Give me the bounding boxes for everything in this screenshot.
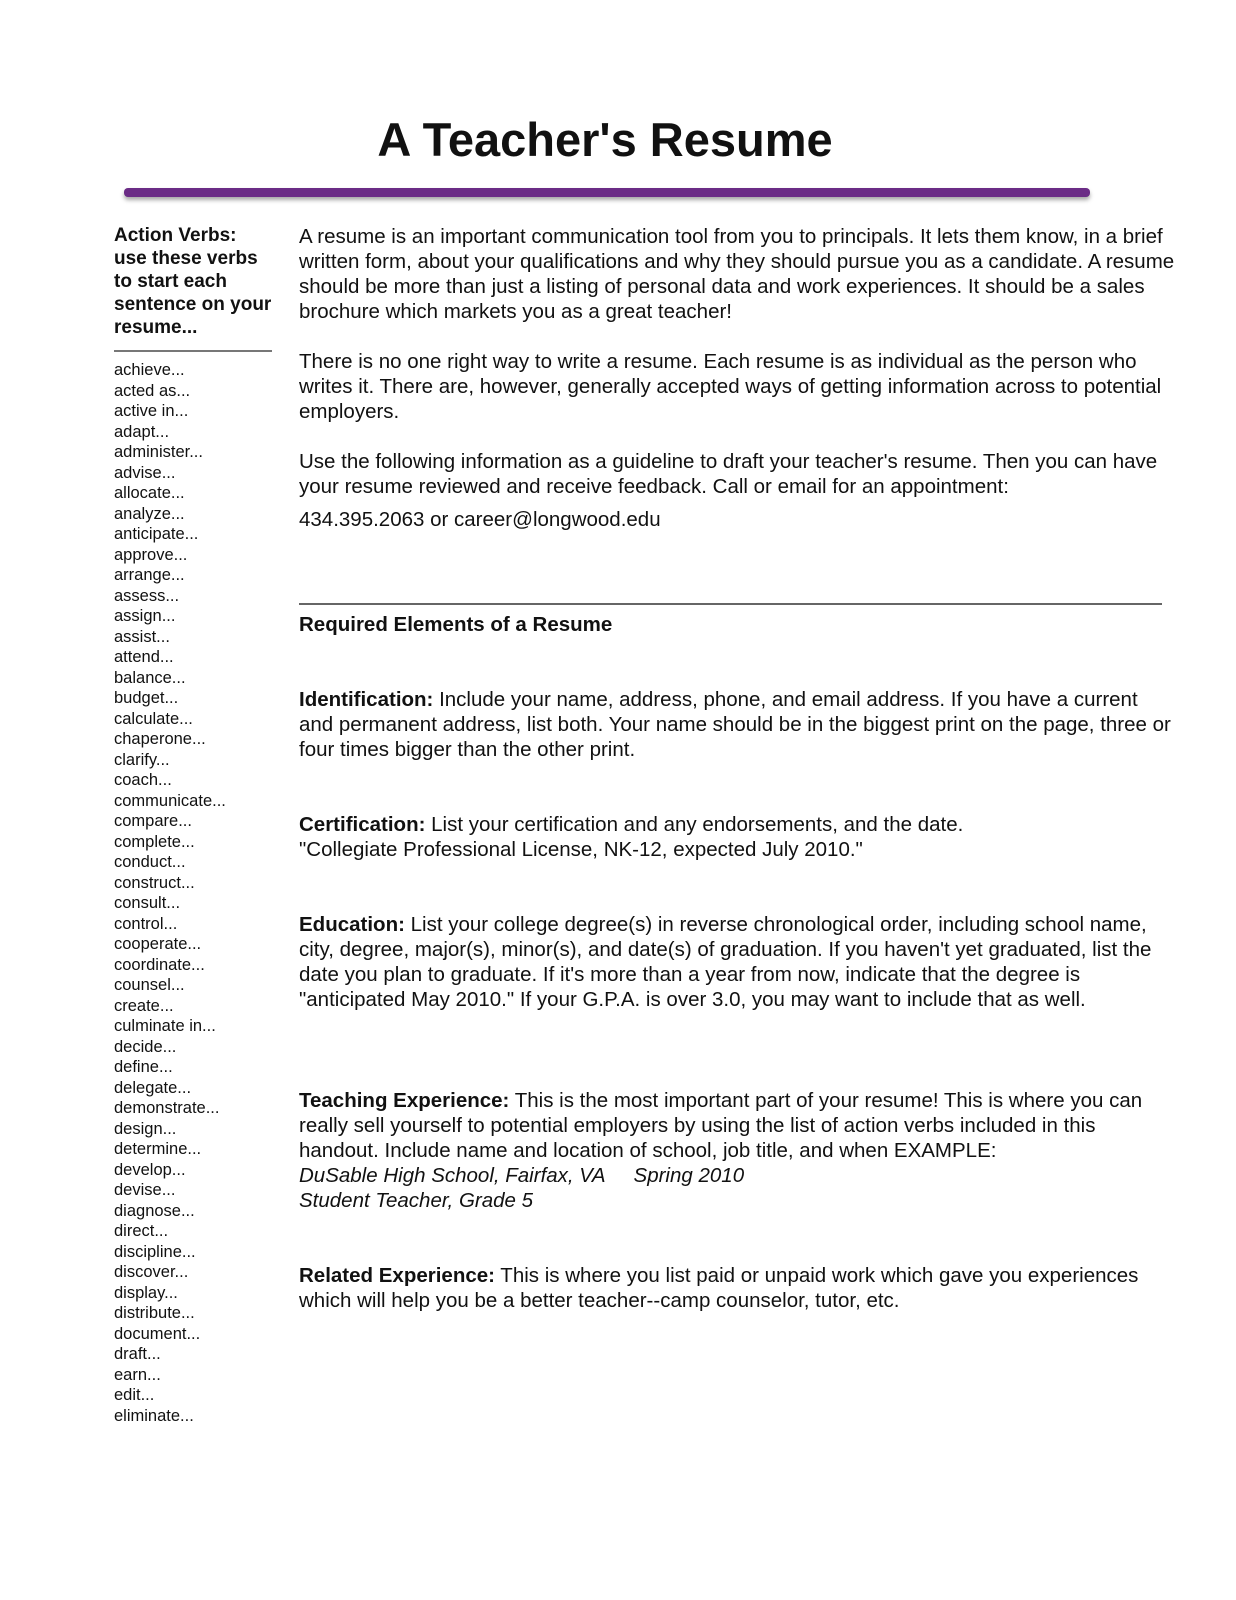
verb-item: develop... <box>114 1160 186 1179</box>
verb-item: determine... <box>114 1140 202 1158</box>
verb-item: demonstrate... <box>114 1099 220 1117</box>
verb-item: eliminate... <box>114 1406 194 1425</box>
verb-item: budget... <box>114 689 179 707</box>
teaching-label: Teaching Experience: <box>299 1089 510 1112</box>
verb-item: clarify... <box>114 750 170 769</box>
verb-item: approve... <box>114 545 188 564</box>
related-text: This is where you list paid or unpaid work which gave you experiences which will help you be a better teacher--camp counselor, tutor, etc. <box>299 1264 1139 1312</box>
title-underline-rule <box>124 188 1090 197</box>
contact-info: 434.395.2063 or career@longwood.edu <box>299 508 661 531</box>
verb-item: chaperone... <box>114 730 206 748</box>
sidebar-heading: Action Verbs: use these verbs to start each sentence on your resume... <box>114 225 272 338</box>
intro-paragraph-2: There is no one right way to write a resume. Each resume is as individual as the person who writes it. There are, however, generally accepted ways of getting information across to potential employers. <box>299 350 1162 423</box>
verb-item: discover... <box>114 1263 189 1281</box>
verb-item: define... <box>114 1058 173 1076</box>
verb-item: draft... <box>114 1345 161 1363</box>
required-elements-heading: Required Elements of a Resume <box>299 613 613 636</box>
verb-item: advise... <box>114 463 176 482</box>
verb-item: control... <box>114 914 178 933</box>
example-school: DuSable High School, Fairfax, VA <box>299 1164 606 1187</box>
verb-item: counsel... <box>114 976 185 994</box>
related-label: Related Experience: <box>299 1264 495 1287</box>
verb-item: balance... <box>114 668 186 687</box>
teaching-experience-item <box>299 1088 1174 1213</box>
section-divider <box>299 603 1162 605</box>
verb-item: allocate... <box>114 484 185 502</box>
intro-section <box>299 224 1179 532</box>
verb-item: compare... <box>114 812 192 830</box>
verb-item: document... <box>114 1324 201 1343</box>
verb-item: adapt... <box>114 422 170 441</box>
verb-list <box>114 360 274 1426</box>
verb-item: consult... <box>114 894 181 912</box>
verb-item: administer... <box>114 443 203 461</box>
verb-item: conduct... <box>114 853 186 871</box>
verb-item: decide... <box>114 1037 177 1056</box>
verb-item: analyze... <box>114 504 185 523</box>
verb-item: direct... <box>114 1222 169 1240</box>
teaching-text: This is the most important part of your resume! This is where you can really sell yourself to potential employers by using the list of action verbs included in this handout. Include name and location of school, job title, and when EXAMPLE: <box>299 1089 1143 1162</box>
example-role: Student Teacher, Grade 5 <box>299 1189 534 1212</box>
certification-label: Certification: <box>299 813 426 836</box>
verb-item: display... <box>114 1283 178 1302</box>
verb-item: delegate... <box>114 1078 192 1097</box>
verb-item: earn... <box>114 1365 161 1384</box>
certification-item <box>299 812 1174 862</box>
verb-item: cooperate... <box>114 935 202 953</box>
education-text: List your college degree(s) in reverse chronological order, including school name, city, degree, major(s), minor(s), and date(s) of graduation. If you haven't yet graduated, list the date you plan to graduate. If it's more than a year from now, indicate that the degree is "anticipated May 2010." If your G.P.A. is over 3.0, you may want to include that as well. <box>299 913 1152 1011</box>
page-title: A Teacher's Resume <box>377 113 833 166</box>
verb-item: assess... <box>114 586 180 605</box>
verb-item: diagnose... <box>114 1201 195 1220</box>
verb-item: devise... <box>114 1181 176 1199</box>
verb-item: acted as... <box>114 381 191 400</box>
action-verbs-sidebar <box>114 224 274 1426</box>
education-item <box>299 912 1174 1012</box>
verb-item: attend... <box>114 648 174 666</box>
identification-text: Include your name, address, phone, and email address. If you have a current and permanent address, list both. Your name should be in the biggest print on the page, three or four times bigger than the other print. <box>299 688 1171 761</box>
education-label: Education: <box>299 913 405 936</box>
intro-paragraph-3: Use the following information as a guideline to draft your teacher's resume. Then you can have your resume reviewed and receive feedback. Call or email for an appointment: <box>299 450 1158 498</box>
verb-item: culminate in... <box>114 1017 216 1035</box>
certification-text: List your certification and any endorsements, and the date. <box>425 813 964 836</box>
verb-item: assist... <box>114 627 170 646</box>
related-experience-item <box>299 1263 1174 1313</box>
example-date: Spring 2010 <box>633 1164 745 1187</box>
verb-item: anticipate... <box>114 525 199 543</box>
verb-item: calculate... <box>114 709 193 728</box>
intro-paragraph-1: A resume is an important communication tool from you to principals. It lets them know, in a brief written form, about your qualifications and why they should pursue you as a candidate. A resume should be more than just a listing of personal data and work experiences. It should be a sales brochure which markets you as a great teacher! <box>299 225 1175 323</box>
verb-item: construct... <box>114 873 195 892</box>
verb-item: communicate... <box>114 791 226 810</box>
verb-item: achieve... <box>114 361 185 379</box>
verb-item: discipline... <box>114 1242 196 1261</box>
sidebar-divider <box>114 350 272 352</box>
verb-item: active in... <box>114 402 189 420</box>
identification-label: Identification: <box>299 688 434 711</box>
verb-item: edit... <box>114 1386 155 1404</box>
verb-item: coordinate... <box>114 955 205 974</box>
certification-example: "Collegiate Professional License, NK-12, expected July 2010." <box>299 838 863 861</box>
verb-item: distribute... <box>114 1304 195 1322</box>
verb-item: coach... <box>114 771 172 789</box>
verb-item: create... <box>114 996 174 1015</box>
identification-item <box>299 687 1174 762</box>
verb-item: assign... <box>114 607 176 625</box>
verb-item: design... <box>114 1119 177 1138</box>
verb-item: arrange... <box>114 566 185 584</box>
verb-item: complete... <box>114 832 195 851</box>
